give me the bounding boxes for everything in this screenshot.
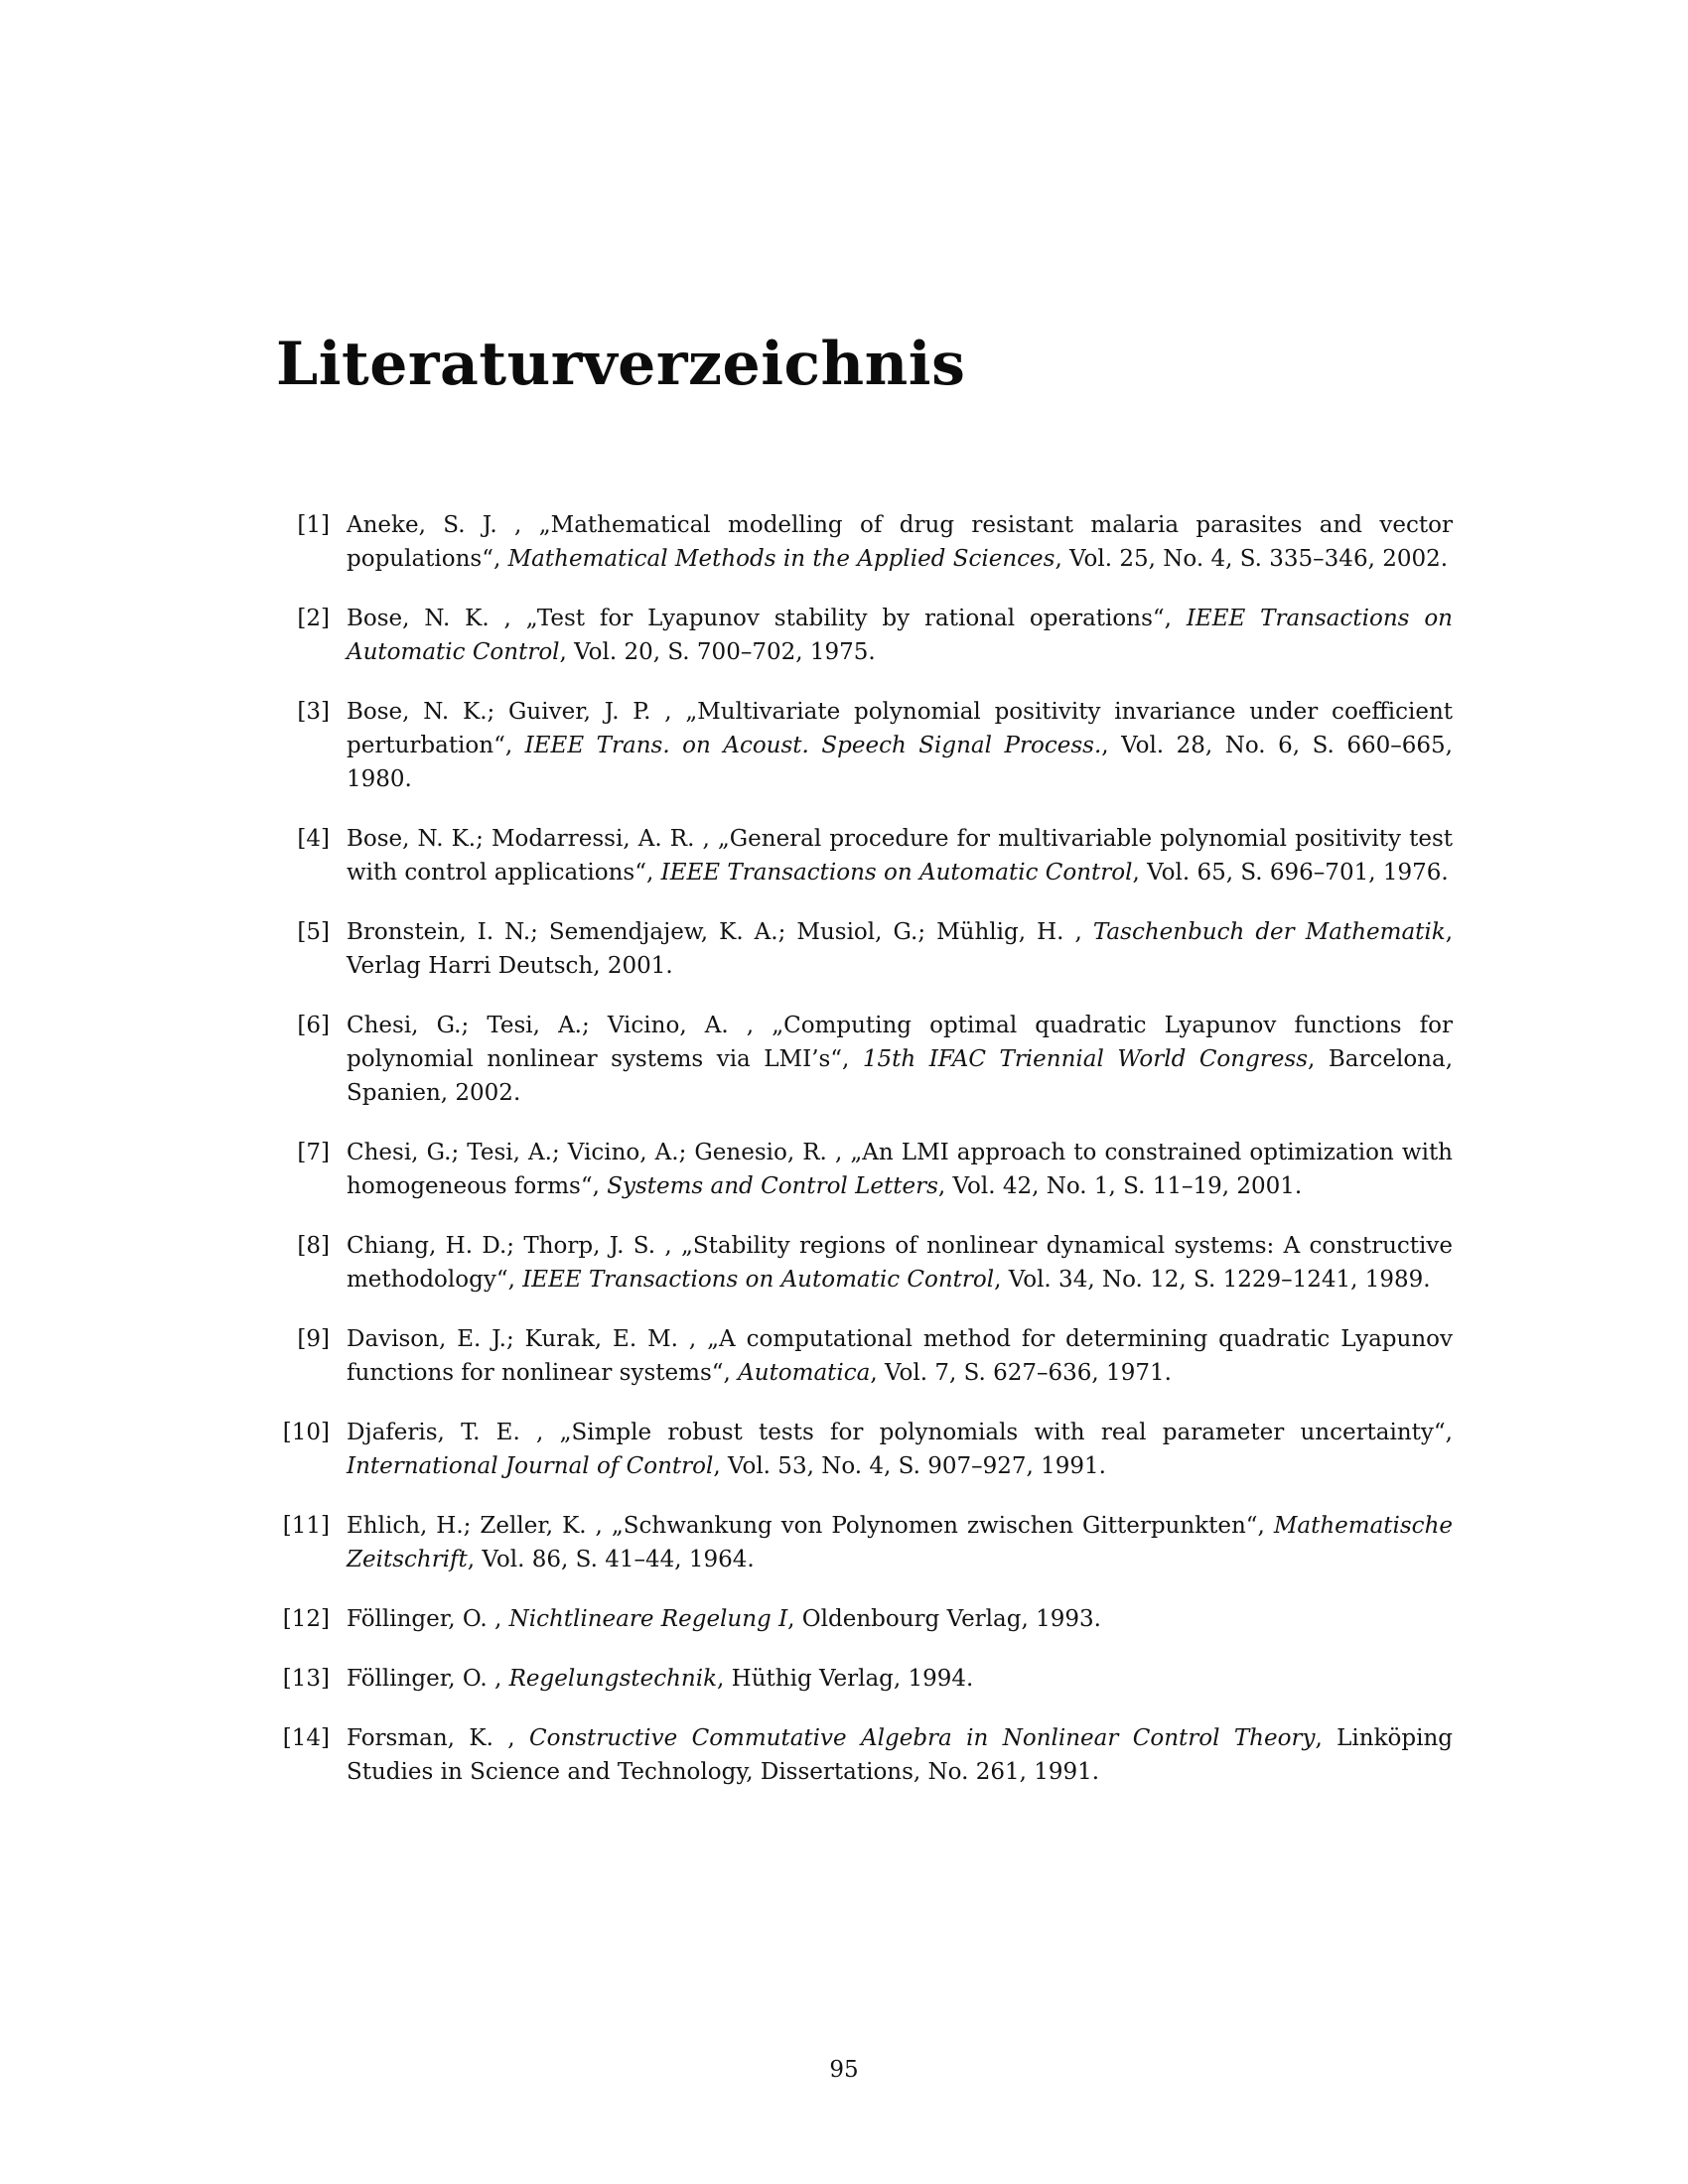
reference-title-italic: Constructive Commutative Algebra in Nonlinear Control Theory — [529, 1725, 1316, 1751]
reference-item — [276, 822, 1453, 889]
reference-title-italic: IEEE Transactions on Automatic Control — [660, 860, 1133, 886]
reference-segment: Chiang, H. D.; Thorp, J. S. , „Stability regions of nonlinear dynamical systems: A constructive methodology“, — [347, 1233, 1453, 1293]
reference-label: [6] — [297, 1013, 330, 1038]
reference-segment: Chesi, G.; Tesi, A.; Vicino, A. , „Computing optimal quadratic Lyapunov functions for polynomial nonlinear systems via LMI’s“, — [347, 1013, 1453, 1072]
reference-title-italic: Regelungstechnik — [508, 1666, 718, 1692]
reference-segment: Djaferis, T. E. , „Simple robust tests for polynomials with real parameter uncertainty“, — [347, 1420, 1453, 1445]
reference-segment: , Vol. 25, No. 4, S. 335–346, 2002. — [1055, 546, 1449, 572]
reference-title-italic: Systems and Control Letters — [607, 1173, 938, 1199]
reference-title-italic: 15th IFAC Triennial World Congress — [862, 1046, 1309, 1072]
reference-text — [347, 915, 1453, 983]
reference-label: [9] — [297, 1326, 330, 1352]
reference-text — [347, 1009, 1453, 1110]
reference-segment: , Vol. 28, No. 6, S. 660–665, 1980. — [347, 733, 1453, 792]
reference-text — [347, 1229, 1453, 1297]
reference-item — [276, 1662, 1453, 1696]
reference-text — [347, 1721, 1453, 1789]
reference-title-italic: Nichtlineare Regelung I — [508, 1606, 788, 1632]
page-number: 95 — [829, 2057, 859, 2083]
reference-segment: Aneke, S. J. , „Mathematical modelling of drug resistant malaria parasites and vector populations“, — [347, 512, 1453, 572]
reference-segment: Bose, N. K. , „Test for Lyapunov stability by rational operations“, — [347, 606, 1187, 631]
reference-item — [276, 1416, 1453, 1483]
reference-text — [347, 1509, 1453, 1576]
reference-title-italic: IEEE Transactions on Automatic Control — [522, 1267, 995, 1293]
reference-label: [2] — [297, 606, 330, 631]
reference-title-italic: Mathematische Zeitschrift — [347, 1513, 1453, 1572]
reference-label: [10] — [282, 1420, 330, 1445]
reference-segment: , Hüthig Verlag, 1994. — [717, 1666, 974, 1692]
reference-label: [13] — [282, 1666, 330, 1692]
reference-segment: , Vol. 86, S. 41–44, 1964. — [467, 1547, 755, 1572]
reference-label: [12] — [282, 1606, 330, 1632]
reference-text — [347, 1416, 1453, 1483]
reference-title-italic: IEEE Trans. on Acoust. Speech Signal Process. — [524, 733, 1102, 758]
reference-label: [4] — [297, 826, 330, 852]
reference-text — [347, 695, 1453, 796]
reference-segment: Föllinger, O. , — [347, 1666, 509, 1692]
reference-segment: , Vol. 53, No. 4, S. 907–927, 1991. — [713, 1453, 1106, 1479]
reference-segment: , Vol. 20, S. 700–702, 1975. — [559, 639, 876, 665]
reference-segment: , Linköping Studies in Science and Technology, Dissertations, No. 261, 1991. — [347, 1725, 1454, 1785]
reference-text — [347, 1662, 1453, 1696]
reference-segment: , Vol. 7, S. 627–636, 1971. — [870, 1360, 1172, 1386]
reference-label: [14] — [282, 1725, 330, 1751]
reference-segment: , Vol. 34, No. 12, S. 1229–1241, 1989. — [994, 1267, 1431, 1293]
reference-segment: Chesi, G.; Tesi, A.; Vicino, A.; Genesio, R. , „An LMI approach to constrained optimization with homogeneous forms“, — [347, 1140, 1453, 1199]
reference-label: [8] — [297, 1233, 330, 1259]
reference-text — [347, 1136, 1453, 1203]
reference-item — [276, 1322, 1453, 1390]
reference-text — [347, 1602, 1453, 1636]
reference-title-italic: Mathematical Methods in the Applied Sciences — [507, 546, 1055, 572]
reference-segment: Davison, E. J.; Kurak, E. M. , „A computational method for determining quadratic Lyapunov functions for nonlinear systems“, — [347, 1326, 1453, 1386]
reference-item — [276, 915, 1453, 983]
reference-segment: , Vol. 42, No. 1, S. 11–19, 2001. — [937, 1173, 1303, 1199]
reference-segment: , Barcelona, Spanien, 2002. — [347, 1046, 1454, 1106]
reference-text — [347, 822, 1453, 889]
reference-segment: Föllinger, O. , — [347, 1606, 509, 1632]
reference-segment: Forsman, K. , — [347, 1725, 529, 1751]
reference-segment: , Verlag Harri Deutsch, 2001. — [347, 919, 1454, 979]
reference-text — [347, 602, 1453, 669]
reference-label: [11] — [282, 1513, 330, 1539]
reference-item — [276, 1721, 1453, 1789]
reference-title-italic: Automatica — [738, 1360, 871, 1386]
reference-item — [276, 1136, 1453, 1203]
reference-title-italic: International Journal of Control — [347, 1453, 714, 1479]
reference-segment: Bronstein, I. N.; Semendjajew, K. A.; Musiol, G.; Mühlig, H. , — [347, 919, 1093, 945]
page-title: Literaturverzeichnis — [276, 330, 966, 399]
reference-item — [276, 1229, 1453, 1297]
reference-item — [276, 695, 1453, 796]
reference-list — [276, 508, 1453, 1815]
reference-item — [276, 602, 1453, 669]
reference-title-italic: Taschenbuch der Mathematik — [1092, 919, 1446, 945]
reference-segment: Ehlich, H.; Zeller, K. , „Schwankung von Polynomen zwischen Gitterpunkten“, — [347, 1513, 1274, 1539]
reference-item — [276, 1602, 1453, 1636]
reference-title-italic: IEEE Transactions on Automatic Control — [347, 606, 1453, 665]
reference-segment: , Oldenbourg Verlag, 1993. — [787, 1606, 1101, 1632]
reference-segment: Bose, N. K.; Guiver, J. P. , „Multivariate polynomial positivity invariance under coefficient perturbation“, — [347, 699, 1453, 758]
reference-label: [5] — [297, 919, 330, 945]
reference-segment: , Vol. 65, S. 696–701, 1976. — [1132, 860, 1449, 886]
reference-label: [1] — [297, 512, 330, 538]
reference-label: [7] — [297, 1140, 330, 1165]
reference-item — [276, 1009, 1453, 1110]
reference-item — [276, 1509, 1453, 1576]
reference-label: [3] — [297, 699, 330, 725]
reference-item — [276, 508, 1453, 576]
reference-text — [347, 1322, 1453, 1390]
reference-segment: Bose, N. K.; Modarressi, A. R. , „General procedure for multivariable polynomial positivity test with control applications“, — [347, 826, 1453, 886]
reference-text — [347, 508, 1453, 576]
